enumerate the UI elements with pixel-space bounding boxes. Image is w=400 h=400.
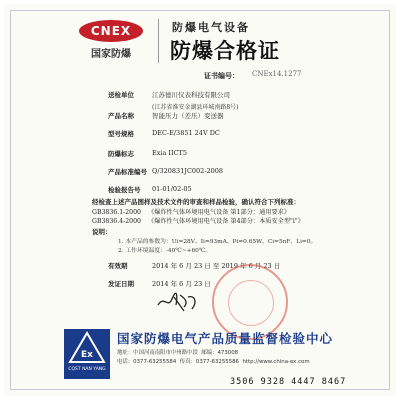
- field-label: 产品名称: [108, 112, 134, 120]
- validity-label: 有效期: [108, 262, 128, 270]
- svg-text:Ex: Ex: [81, 350, 93, 360]
- agency-address: 地址：中国河南南阳市中州路中段: [117, 350, 198, 356]
- validity-value: 2014 年 6 月 23 日 至 2019 年 6 月 23 日: [152, 262, 281, 270]
- declaration-text: 经检查上述产品图样及技术文件的审查和样品检验，确认符合下列标准：: [92, 198, 300, 206]
- standard-line: [92, 216, 304, 225]
- field-label: 检验报告号: [108, 186, 141, 194]
- field-value: 江苏德川仪表科技有限公司: [152, 91, 230, 99]
- field-value: 01-01/02-05: [152, 185, 192, 193]
- applicant-address: (江苏省淮安金湖县环城南路8号): [152, 104, 239, 111]
- field-value: DEC-E/3851 24V DC: [152, 129, 220, 137]
- standard-title: 《爆炸性气体环境用电气设备 第4部分：本质安全型"i"》: [148, 218, 304, 225]
- issue-date-label: 发证日期: [108, 280, 134, 288]
- cnex-logo: CNEX: [79, 20, 143, 42]
- contact-line: [117, 348, 238, 356]
- standard-title: 《爆炸性气体环境用电气设备 第1部分：通用要求》: [148, 209, 291, 216]
- agency-website: http://www.china-ex.com: [242, 359, 310, 365]
- field-value: Q/320831JC002-2008: [152, 167, 224, 175]
- certificate-document: [4, 4, 396, 396]
- agency-postcode: 邮编：473008: [201, 350, 239, 356]
- standard-code: GB3836.1-2000: [92, 209, 141, 216]
- note-line: 2. 工作环境温度：-40℃~+60℃。: [118, 248, 212, 254]
- header-divider: [158, 19, 159, 63]
- field-label: 防爆标志: [108, 150, 134, 158]
- cqst-label: CQST NAN YANG: [64, 366, 110, 373]
- field-label: 产品标准编号: [108, 168, 147, 176]
- contact-line: [117, 357, 310, 365]
- serial-number: 3506 9328 4447 8467: [230, 377, 347, 387]
- standard-code: GB3836.4-2000: [92, 218, 141, 225]
- logo-caption: 国家防爆: [91, 49, 131, 60]
- issue-date-value: 2014 年 6 月 23 日: [152, 280, 211, 288]
- certificate-title: 防爆合格证: [170, 39, 280, 63]
- field-value: 智能压力（差压）变送器: [152, 112, 224, 120]
- certificate-subtitle: 防爆电气设备: [172, 21, 250, 34]
- note-line: 1. 本产品的参数为：Ui=28V、Ii=93mA、Pi=0.65W、Ci=5nF、Li=0。: [118, 239, 317, 245]
- agency-fax: 传真：0377-63255586: [179, 359, 239, 365]
- agency-telephone: 电话：0377-63255584: [117, 359, 177, 365]
- field-label: 送检单位: [108, 91, 134, 99]
- signature-graphic: [154, 289, 204, 317]
- standard-line: [92, 207, 290, 216]
- issuing-agency: 国家防爆电气产品质量监督检验中心: [117, 331, 334, 346]
- field-label: 型号规格: [108, 130, 134, 138]
- field-value: Exia IICT5: [152, 149, 188, 157]
- notes-label: 说明：: [92, 228, 112, 236]
- official-seal-inner: [228, 280, 274, 326]
- certificate-number-label: 证书编号：: [204, 72, 239, 80]
- certificate-number-value: CNEx14.1277: [252, 70, 302, 78]
